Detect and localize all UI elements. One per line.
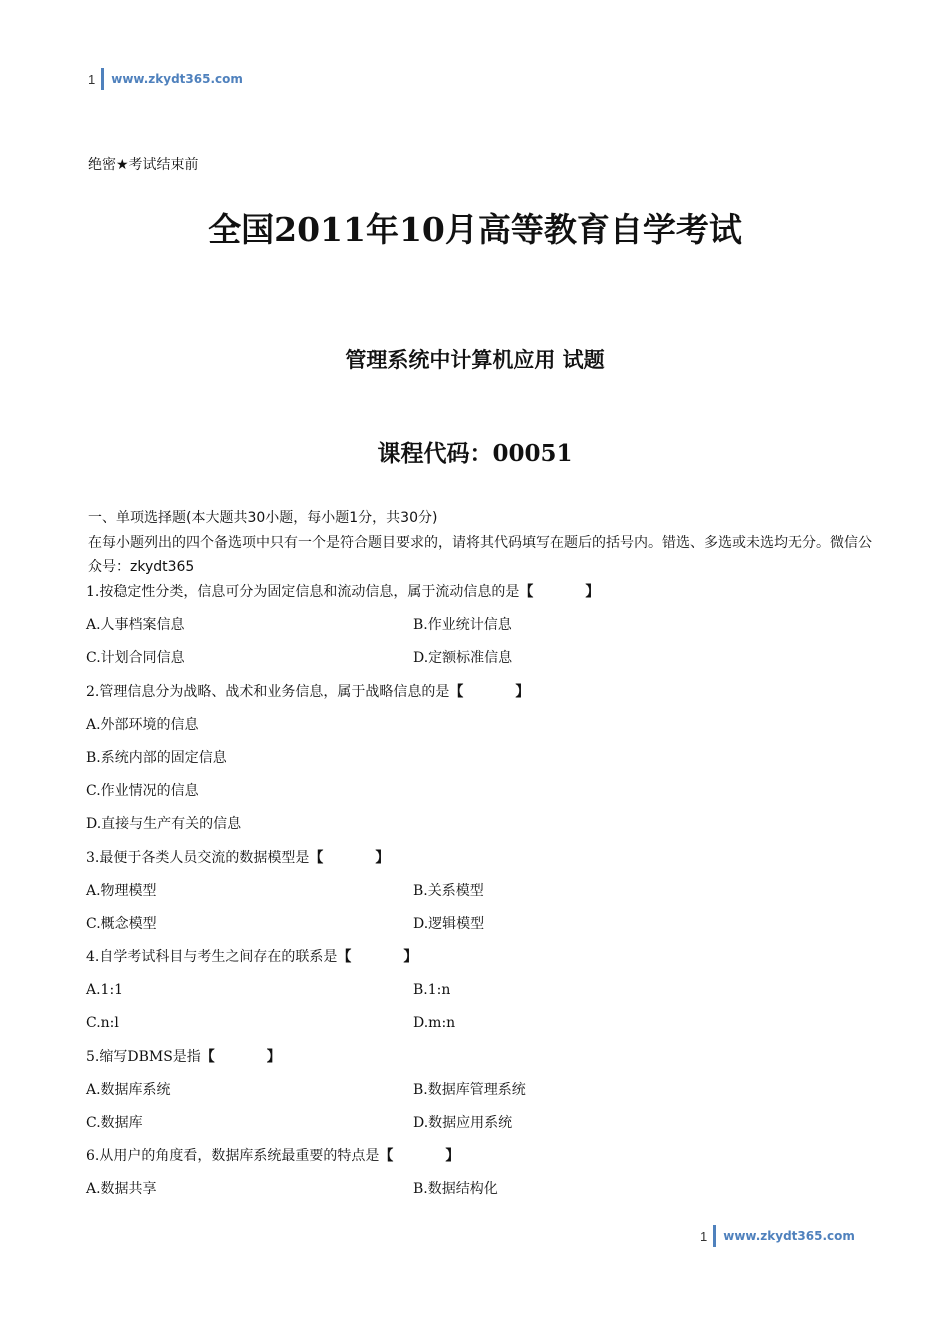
secret-mark: 绝密★考试结束前 [88, 157, 199, 173]
answer-bracket-close: 】 [375, 849, 390, 866]
header-divider [101, 68, 104, 90]
exam-title: 全国2011年10月高等教育自学考试 [208, 210, 742, 249]
option-d: D.定额标准信息 [413, 650, 513, 667]
option-row [86, 711, 886, 744]
header-site-link[interactable]: www.zkydt365.com [111, 72, 243, 86]
question-text: 5.缩写DBMS是指 [86, 1048, 201, 1065]
question-stem [86, 678, 886, 711]
option-row [86, 611, 886, 644]
option-d: D.逻辑模型 [413, 915, 485, 932]
option-a: A.数据共享 [86, 1181, 157, 1198]
answer-bracket-open: 【 [200, 1048, 215, 1065]
option-row [86, 810, 886, 843]
option-a: A.外部环境的信息 [86, 716, 199, 733]
question-stem [86, 844, 886, 877]
option-b: B.数据结构化 [413, 1181, 498, 1198]
option-d: D.直接与生产有关的信息 [86, 816, 242, 833]
option-b: B.系统内部的固定信息 [86, 749, 227, 766]
question-stem [86, 943, 886, 976]
question-stem [86, 1142, 886, 1175]
answer-bracket-open: 【 [379, 1148, 394, 1165]
option-row [86, 777, 886, 810]
answer-bracket-close: 】 [445, 1148, 460, 1165]
option-row [86, 910, 886, 943]
option-row [86, 1175, 886, 1208]
option-row [86, 976, 886, 1009]
page-header [88, 68, 243, 90]
option-c: C.作业情况的信息 [86, 783, 199, 800]
option-b: B.数据库管理系统 [413, 1081, 526, 1098]
option-b: B.1:n [413, 982, 451, 999]
option-row [86, 1109, 886, 1142]
answer-bracket-close: 】 [585, 584, 600, 600]
section-heading: 一、单项选择题(本大题共30小题，每小题1分，共30分) [88, 510, 438, 526]
footer-page-number: 1 [700, 1228, 708, 1244]
option-a: A.数据库系统 [86, 1081, 171, 1098]
answer-bracket-close: 】 [515, 683, 530, 700]
question-stem [86, 1043, 886, 1076]
question-text: 4.自学考试科目与考生之间存在的联系是 [86, 949, 338, 966]
option-row [86, 1076, 886, 1109]
answer-bracket-open: 【 [309, 849, 324, 866]
footer-site-link[interactable]: www.zkydt365.com [723, 1229, 855, 1243]
subject-title: 管理系统中计算机应用 试题 [345, 348, 605, 372]
option-a: A.1:1 [86, 982, 124, 999]
question-text: 6.从用户的角度看，数据库系统最重要的特点是 [86, 1148, 380, 1165]
option-c: C.计划合同信息 [86, 650, 185, 667]
option-c: C.数据库 [86, 1115, 143, 1131]
question-text: 1.按稳定性分类，信息可分为固定信息和流动信息，属于流动信息的是 [86, 584, 520, 600]
question-stem [86, 578, 886, 611]
option-row [86, 1009, 886, 1042]
question-text: 3.最便于各类人员交流的数据模型是 [86, 849, 310, 866]
option-d: D.m:n [413, 1015, 456, 1032]
course-code: 课程代码：00051 [377, 440, 573, 467]
answer-bracket-open: 【 [449, 683, 464, 700]
answer-bracket-close: 】 [403, 949, 418, 966]
option-c: C.概念模型 [86, 915, 157, 932]
option-b: B.关系模型 [413, 882, 484, 899]
option-row [86, 644, 886, 677]
option-row [86, 877, 886, 910]
answer-bracket-close: 】 [266, 1048, 281, 1065]
option-a: A.物理模型 [86, 882, 157, 899]
question-list [86, 578, 886, 1209]
option-c: C.n:l [86, 1015, 119, 1032]
section-instructions: 在每小题列出的四个备选项中只有一个是符合题目要求的，请将其代码填写在题后的括号内。错选、多选或未选均无分。微信公众号：zkydt365 [88, 535, 872, 575]
answer-bracket-open: 【 [337, 949, 352, 966]
header-page-number: 1 [88, 71, 96, 87]
page-footer [700, 1225, 855, 1247]
footer-divider [713, 1225, 716, 1247]
answer-bracket-open: 【 [519, 584, 534, 600]
option-d: D.数据应用系统 [413, 1115, 513, 1131]
option-b: B.作业统计信息 [413, 617, 512, 634]
option-a: A.人事档案信息 [86, 617, 185, 634]
option-row [86, 744, 886, 777]
question-text: 2.管理信息分为战略、战术和业务信息，属于战略信息的是 [86, 683, 450, 700]
